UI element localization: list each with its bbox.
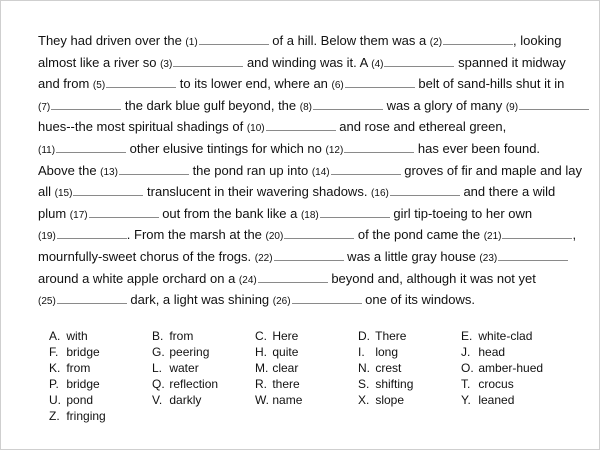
answer-option[interactable] [358,392,461,408]
answer-option[interactable] [255,360,358,376]
answer-option[interactable] [461,328,564,344]
answer-option[interactable] [358,328,461,344]
passage-text: and winding was it. A [243,54,372,70]
option-letter: N. [358,361,370,375]
answer-blank[interactable] [312,160,401,184]
option-word: reflection [169,377,219,391]
blank-underline [284,226,354,239]
passage-text: , [572,227,577,243]
option-row [49,392,564,408]
answer-option[interactable] [255,376,358,392]
passage-text: almost like a river so [38,54,161,70]
blank-number: (6) [331,80,344,92]
blank-underline [57,226,127,239]
option-row [49,408,564,424]
passage-text: mournfully-sweet chorus of the frogs. [38,248,255,264]
option-word: crest [375,361,402,375]
passage-text: to its lower end, where an [176,76,332,92]
answer-option[interactable] [49,376,152,392]
passage-text: Above the [38,162,101,178]
answer-blank[interactable] [332,73,415,97]
answer-blank[interactable] [70,203,159,227]
passage-line [38,203,578,225]
answer-option[interactable] [255,344,358,360]
blank-number: (19) [38,231,56,243]
option-word: long [375,345,399,359]
option-word: leaned [478,393,515,407]
option-word: peering [169,345,210,359]
blank-underline [274,248,344,261]
blank-number: (3) [160,58,173,70]
answer-option[interactable] [49,344,152,360]
passage-text: and rose and ethereal green, [335,119,507,135]
blank-underline [106,75,176,88]
option-row [49,360,564,376]
blank-underline [443,32,513,45]
blank-number: (13) [100,166,118,178]
option-word: white-clad [478,329,533,343]
option-word: there [272,377,300,391]
blank-number: (15) [54,188,73,200]
passage-line [38,138,578,160]
passage-line [38,246,578,268]
blank-underline [519,97,589,110]
passage-text: belt of sand-hills shut it in [414,76,565,92]
answer-blank[interactable] [55,181,144,205]
blank-number: (26) [272,296,291,308]
answer-option[interactable] [358,376,461,392]
blank-underline [390,183,460,196]
passage-text: the pond ran up into [188,162,312,178]
blank-number: (21) [483,231,502,243]
blank-number: (14) [311,166,330,178]
answer-option[interactable] [49,392,152,408]
blank-underline [173,54,243,67]
blank-underline [384,54,454,67]
answer-option[interactable] [49,360,152,376]
answer-blank[interactable] [93,73,176,97]
passage-line [38,268,578,290]
answer-blank[interactable] [185,30,268,54]
option-word: clear [272,361,299,375]
passage-text: out from the bank like a [158,205,301,221]
answer-blank[interactable] [38,289,127,313]
blank-number: (2) [429,37,443,48]
option-letter: K. [49,361,61,375]
answer-option[interactable] [152,376,255,392]
option-letter: B. [152,329,164,343]
option-word: bridge [66,377,100,391]
blank-underline [73,183,143,196]
blank-number: (1) [185,37,198,48]
passage-text: around a white apple orchard on a [38,270,239,286]
option-word: There [375,329,407,343]
passage-text: dark, a light was shining [126,292,273,308]
passage-line [38,73,578,95]
passage-text: and there a wild [459,184,556,200]
option-letter: P. [49,377,59,391]
answer-blank[interactable] [266,224,355,248]
passage-text: of a hill. Below them was a [268,33,430,48]
passage-line [38,181,578,203]
blank-underline [266,118,336,131]
answer-blank[interactable] [273,289,362,313]
option-word: darkly [169,393,202,407]
option-letter: L. [152,361,163,375]
blank-underline [502,226,572,239]
option-word: bridge [66,345,100,359]
answer-blank[interactable] [371,181,460,205]
option-letter: E. [461,329,473,343]
blank-number: (20) [265,231,284,243]
option-word: head [478,345,506,359]
answer-option[interactable] [358,344,461,360]
passage-text: groves of fir and maple and lay [400,162,583,178]
option-letter: Y. [461,393,471,407]
blank-underline [51,97,121,110]
passage-text: , looking [513,33,562,48]
blank-underline [313,97,383,110]
option-letter: X. [358,393,370,407]
answer-blank[interactable] [506,95,589,119]
passage-text: all [38,184,55,200]
answer-blank[interactable] [255,246,344,270]
blank-number: (25) [38,296,56,308]
blank-number: (9) [505,101,519,113]
option-row [49,328,564,344]
option-word: from [169,329,194,343]
answer-option[interactable] [461,360,564,376]
answer-blank[interactable] [325,138,414,162]
answer-option[interactable] [255,392,358,408]
blank-number: (18) [300,209,319,221]
blank-number: (10) [246,123,265,135]
passage-text: hues--the most spiritual shadings of [38,119,247,135]
answer-blank[interactable] [430,30,513,54]
option-letter: A. [49,329,61,343]
option-word: amber-hued [478,361,544,375]
option-word: fringing [66,409,106,423]
blank-underline [344,140,414,153]
answer-option[interactable] [49,328,152,344]
answer-option[interactable] [461,392,564,408]
passage-line [38,289,578,311]
passage-text: They had driven over the [38,33,186,48]
blank-underline [320,205,390,218]
answer-blank[interactable] [300,95,383,119]
passage-text: was a glory of many [382,97,506,113]
option-letter: R. [255,377,267,391]
passage-line [38,160,583,182]
option-letter: Z. [49,409,60,423]
passage-text: of the pond came the [354,227,484,243]
answer-blank[interactable] [247,116,336,140]
passage-text: one of its windows. [361,292,476,308]
passage-line [38,116,578,138]
blank-underline [119,162,189,175]
answer-blank[interactable] [38,224,127,248]
option-letter: F. [49,345,59,359]
option-letter: Q. [152,377,165,391]
blank-number: (12) [325,144,344,156]
answer-option[interactable] [461,376,564,392]
answer-option[interactable] [152,344,255,360]
option-letter: T. [461,377,471,391]
blank-underline [57,291,127,304]
blank-underline [331,162,401,175]
option-word: water [169,361,199,375]
option-word: name [272,393,303,407]
answer-option[interactable] [152,328,255,344]
option-word: with [66,329,88,343]
answer-option[interactable] [358,360,461,376]
blank-number: (5) [92,80,106,92]
answer-option[interactable] [152,392,255,408]
answer-blank[interactable] [371,52,454,76]
option-letter: J. [461,345,471,359]
blank-number: (17) [69,209,88,221]
cloze-passage [38,30,583,311]
answer-blank[interactable] [479,246,568,270]
passage-text: was a little gray house [343,248,480,264]
option-word: crocus [478,377,514,391]
answer-blank[interactable] [239,268,328,292]
answer-blank[interactable] [484,224,573,248]
passage-text: translucent in their wavering shadows. [143,184,372,200]
blank-underline [498,248,568,261]
passage-text: has ever been found. [414,140,541,156]
option-letter: V. [152,393,163,407]
blank-number: (11) [38,144,56,156]
option-letter: H. [255,345,267,359]
option-letter: I. [358,345,365,359]
option-letter: G. [152,345,165,359]
option-word: pond [66,393,94,407]
passage-text: the dark blue gulf beyond, the [121,97,300,113]
option-letter: U. [49,393,61,407]
option-letter: S. [358,377,370,391]
answer-option[interactable] [255,328,358,344]
blank-number: (8) [299,101,312,113]
passage-line [38,95,578,117]
answer-option[interactable] [49,408,152,424]
answer-option[interactable] [461,344,564,360]
answer-blank[interactable] [38,95,121,119]
blank-underline [89,205,159,218]
passage-text: spanned it midway [454,54,566,70]
answer-options [49,328,564,424]
option-letter: M. [255,361,269,375]
passage-text: other elusive tintings for which no [126,140,326,156]
option-letter: D. [358,329,370,343]
option-letter: W. [255,393,269,407]
blank-underline [199,32,269,45]
option-row [49,376,564,392]
passage-line [38,52,578,74]
answer-blank[interactable] [301,203,390,227]
blank-underline [345,75,415,88]
passage-text: . From the marsh at the [126,227,266,243]
passage-text: girl tip-toeing to her own [389,205,533,221]
answer-blank[interactable] [160,52,243,76]
option-word: shifting [375,377,414,391]
passage-text: and from [38,76,93,92]
answer-blank[interactable] [100,160,189,184]
option-letter: C. [255,329,267,343]
answer-option[interactable] [152,360,255,376]
blank-number: (24) [238,274,257,286]
passage-text: beyond and, although it was not yet [327,270,536,286]
passage-line [38,224,578,246]
blank-number: (4) [371,58,384,70]
option-word: from [66,361,91,375]
passage-line [38,30,578,52]
option-word: Here [272,329,299,343]
option-word: quite [272,345,299,359]
blank-underline [292,291,362,304]
blank-number: (23) [479,252,498,264]
blank-number: (22) [254,252,273,264]
option-row [49,344,564,360]
blank-underline [56,140,126,153]
answer-blank[interactable] [38,138,126,162]
option-letter: O. [461,361,474,375]
passage-text: plum [38,205,70,221]
blank-number: (7) [38,101,51,113]
blank-number: (16) [371,188,389,200]
option-word: slope [375,393,405,407]
blank-underline [258,270,328,283]
